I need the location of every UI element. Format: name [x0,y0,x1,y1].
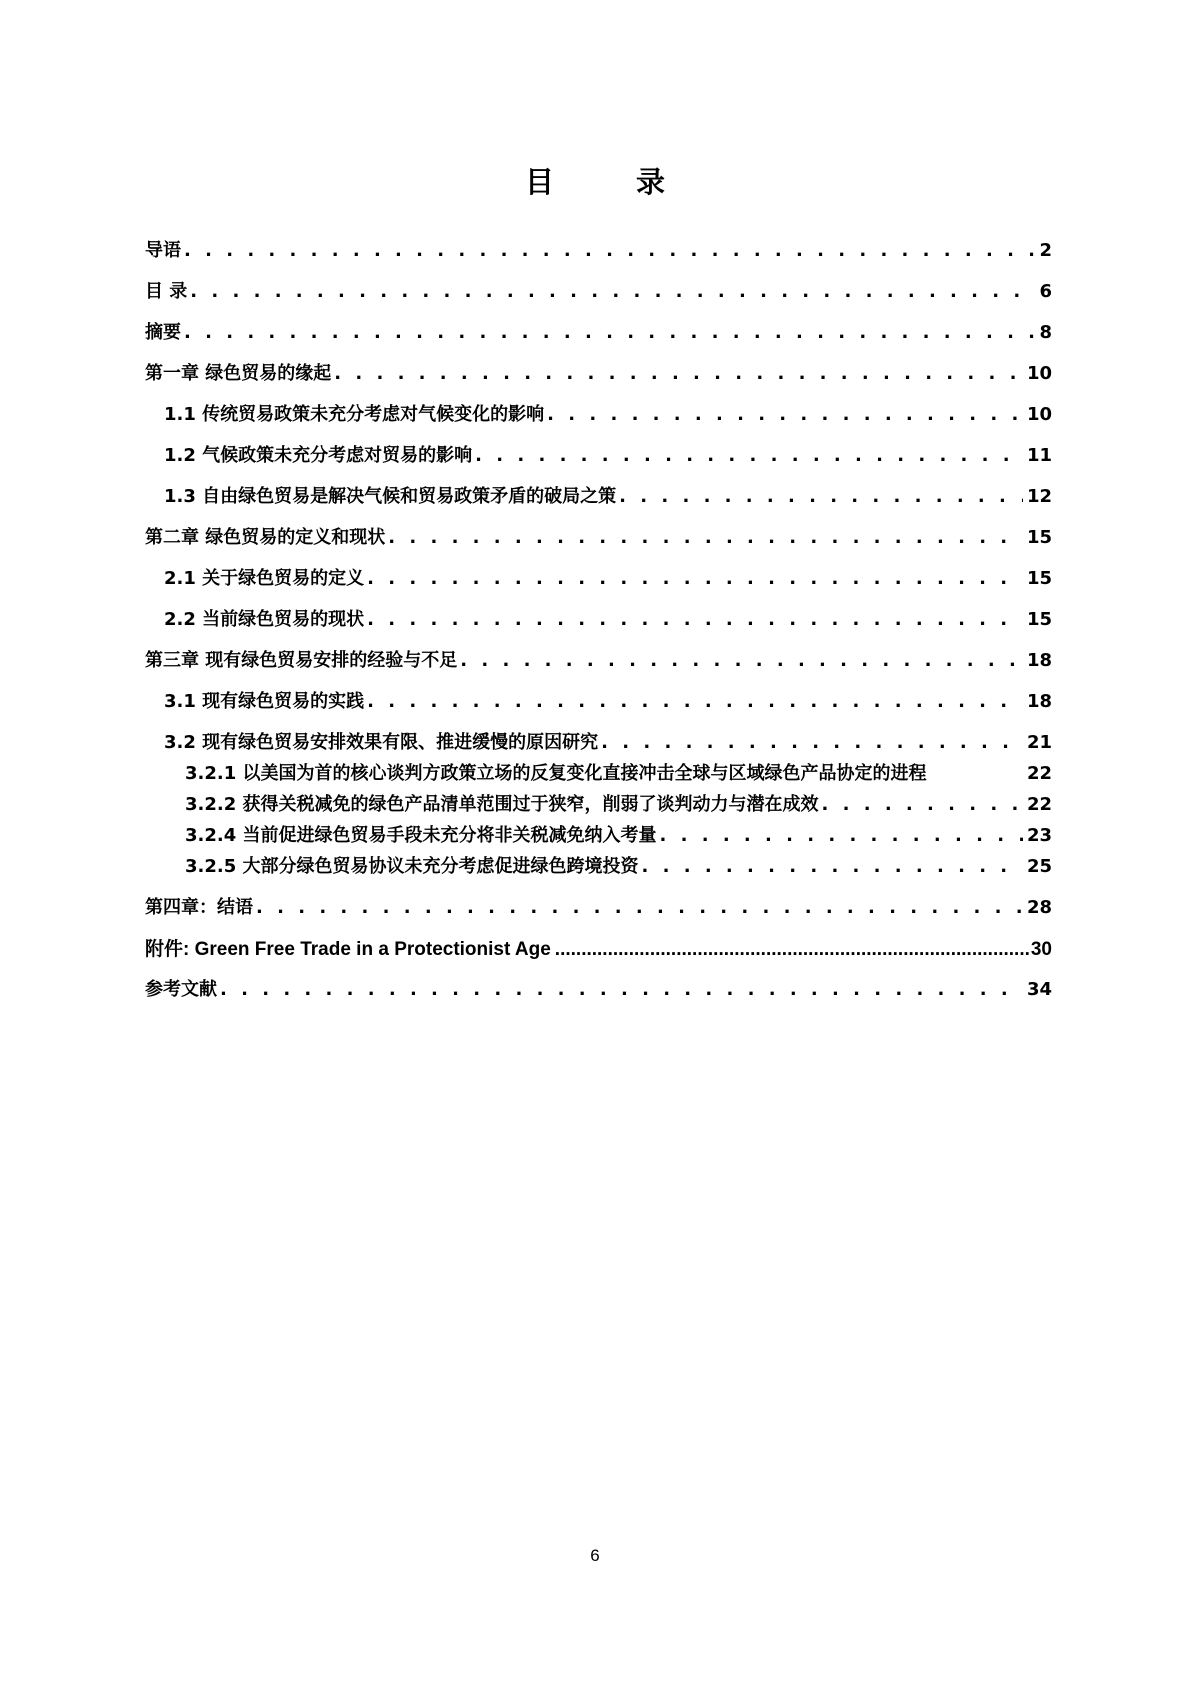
toc-entry-label: 2.2 当前绿色贸易的现状 [164,609,365,630]
toc-entry-label: 3.2 现有绿色贸易安排效果有限、推进缓慢的原因研究 [164,732,599,753]
toc-entry-section-2-1[interactable] [164,564,1052,590]
toc-entry-label: 第三章 现有绿色贸易安排的经验与不足 [145,650,458,671]
toc-entry-chapter-4[interactable] [145,893,1052,919]
toc-dot-leader [460,650,1023,671]
toc-entry-introduction[interactable] [145,236,1052,262]
toc-entry-label: 附件: Green Free Trade in a Protectionist Age [145,939,551,960]
toc-entry-page: 18 [1026,691,1052,712]
toc-dot-leader [822,794,1023,815]
toc-entry-contents[interactable] [145,277,1052,303]
toc-entry-abstract[interactable] [145,318,1052,344]
toc-dot-leader [475,445,1023,466]
toc-dot-leader [555,939,1029,961]
toc-entry-label: 第二章 绿色贸易的定义和现状 [145,527,386,548]
toc-dot-leader [642,856,1023,877]
toc-entry-references[interactable] [145,975,1052,1001]
toc-entry-page: 28 [1026,897,1052,918]
toc-entry-page: 34 [1026,979,1052,1000]
toc-dot-leader [601,732,1023,753]
toc-entry-chapter-2[interactable] [145,523,1052,549]
toc-entry-section-3-2-1[interactable] [185,759,1052,785]
toc-entry-page: 6 [1039,281,1052,302]
toc-entry-label: 1.3 自由绿色贸易是解决气候和贸易政策矛盾的破局之策 [164,486,617,507]
toc-entry-page: 10 [1026,363,1052,384]
toc-dot-leader [334,363,1023,384]
toc-entry-label: 3.2.1 以美国为首的核心谈判方政策立场的反复变化直接冲击全球与区域绿色产品协定的进程 [185,763,927,784]
toc-entry-label: 3.1 现有绿色贸易的实践 [164,691,365,712]
toc-entry-label: 摘要 [145,322,181,343]
toc-entry-page: 25 [1026,856,1052,877]
toc-dot-leader [367,609,1023,630]
toc-dot-leader [184,240,1035,261]
toc-entry-label: 1.1 传统贸易政策未充分考虑对气候变化的影响 [164,404,545,425]
toc-entry-label: 第一章 绿色贸易的缘起 [145,363,332,384]
toc-entry-page: 18 [1026,650,1052,671]
toc-dot-leader [388,527,1023,548]
toc-entry-label: 第四章：结语 [145,897,253,918]
toc-dot-leader [367,691,1023,712]
toc-entry-label: 3.2.5 大部分绿色贸易协议未充分考虑促进绿色跨境投资 [185,856,639,877]
toc-entry-page: 10 [1026,404,1052,425]
toc-entry-section-3-2-2[interactable] [185,790,1052,816]
toc-entry-label: 3.2.2 获得关税减免的绿色产品清单范围过于狭窄，削弱了谈判动力与潜在成效 [185,794,819,815]
toc-entry-appendix[interactable] [145,934,1052,961]
toc-entry-label: 目 录 [145,281,188,302]
toc-entry-page: 11 [1026,445,1052,466]
toc-entry-section-2-2[interactable] [164,605,1052,631]
toc-dot-leader [256,897,1023,918]
toc-entry-page: 22 [1026,794,1052,815]
toc-entry-page: 22 [1026,763,1052,784]
toc-entry-page: 30 [1030,939,1052,960]
toc-dot-leader [547,404,1023,425]
toc-dot-leader [619,486,1023,507]
toc-entry-page: 15 [1026,609,1052,630]
toc-entry-page: 21 [1026,732,1052,753]
toc-entry-section-3-1[interactable] [164,687,1052,713]
toc-dot-leader [184,322,1035,343]
toc-dot-leader [190,281,1035,302]
toc-entry-section-3-2-4[interactable] [185,821,1052,847]
toc-dot-leader [220,979,1023,1000]
toc-entry-page: 8 [1039,322,1052,343]
toc-entry-section-1-3[interactable] [164,482,1052,508]
toc-entry-page: 15 [1026,527,1052,548]
page-title: 目 录 [524,165,702,199]
toc-entry-chapter-1[interactable] [145,359,1052,385]
toc-dot-leader [660,825,1023,846]
toc-entry-section-1-1[interactable] [164,400,1052,426]
toc-entry-page: 12 [1026,486,1052,507]
toc-entry-section-3-2[interactable] [164,728,1052,754]
toc-entry-label: 参考文献 [145,979,217,1000]
page-number: 6 [590,1546,600,1565]
toc-entry-page: 2 [1039,240,1052,261]
toc-entry-label: 1.2 气候政策未充分考虑对贸易的影响 [164,445,473,466]
toc-entry-section-3-2-5[interactable] [185,852,1052,878]
toc-entry-chapter-3[interactable] [145,646,1052,672]
toc-entry-section-1-2[interactable] [164,441,1052,467]
toc-entry-page: 15 [1026,568,1052,589]
toc-entry-label: 3.2.4 当前促进绿色贸易手段未充分将非关税减免纳入考量 [185,825,657,846]
toc-entry-page: 23 [1026,825,1052,846]
toc-dot-leader [367,568,1023,589]
toc-entry-label: 2.1 关于绿色贸易的定义 [164,568,365,589]
toc-entry-label: 导语 [145,240,181,261]
